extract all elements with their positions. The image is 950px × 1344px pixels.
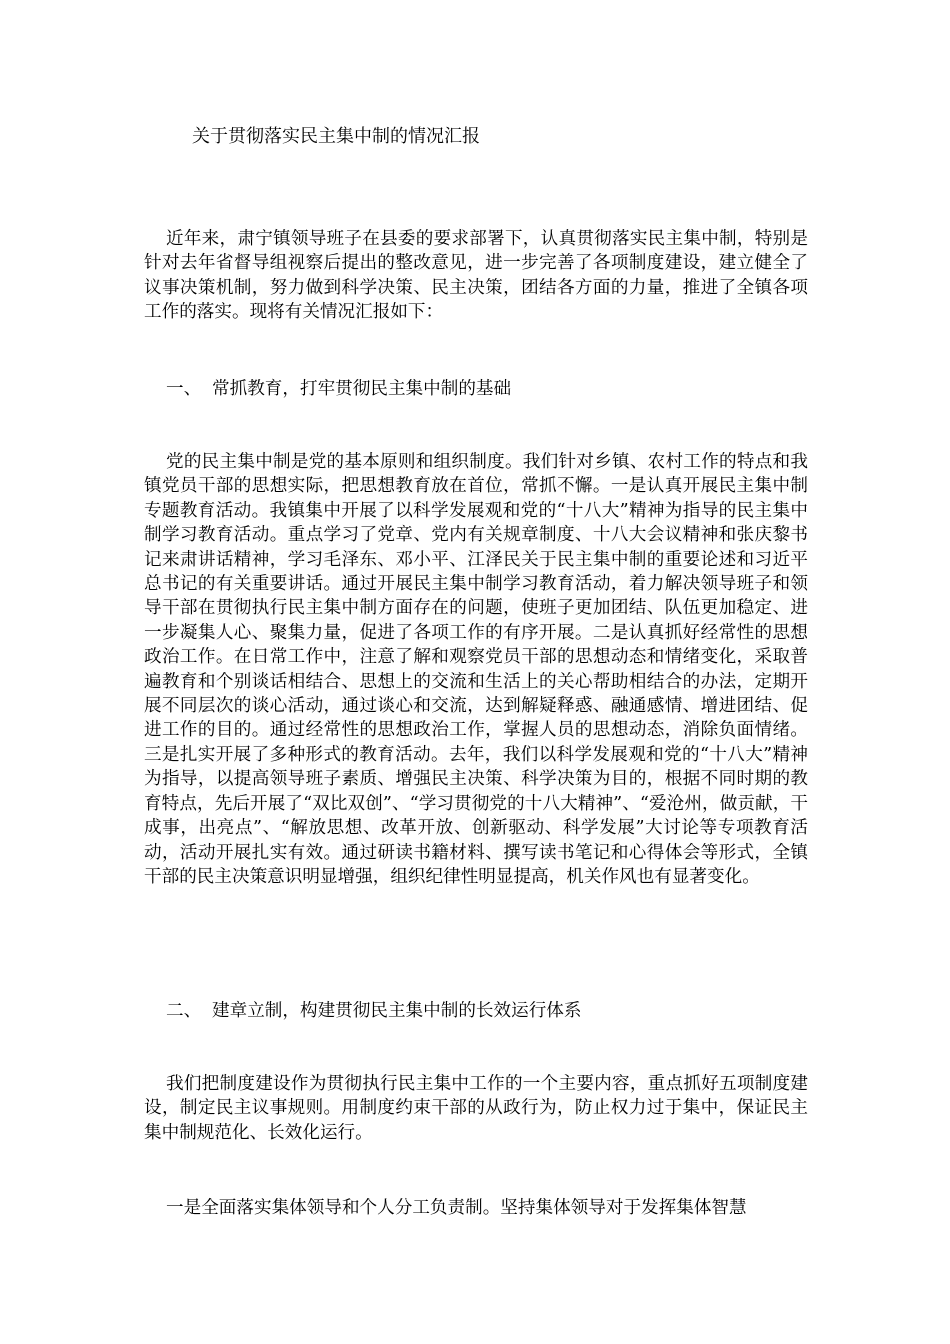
section-1-title: 常抓教育，打牢贯彻民主集中制的基础 [212,379,512,399]
section-2-title: 建章立制，构建贯彻民主集中制的长效运行体系 [212,1001,582,1021]
document-title: 关于贯彻落实民主集中制的情况汇报 [192,126,480,147]
section-2-item-1: 一是全面落实集体领导和个人分工负责制。坚持集体领导对于发挥集体智慧 [166,1198,747,1218]
section-2-heading [166,998,581,1024]
intro-paragraph: 近年来，肃宁镇领导班子在县委的要求部署下，认真贯彻落实民主集中制，特别是针对去年省督导组视察后提出的整改意见，进一步完善了各项制度建设，建立健全了议事决策机制，努力做到科学决策、民主决策，团结各方面的力量，推进了全镇各项工作的落实。现将有关情况汇报如下： [144,229,808,323]
section-2-body: 我们把制度建设作为贯彻执行民主集中工作的一个主要内容，重点抓好五项制度建设，制定民主议事规则。用制度约束干部的从政行为，防止权力过于集中，保证民主集中制规范化、长效化运行。 [144,1074,808,1143]
section-1-body: 党的民主集中制是党的基本原则和组织制度。我们针对乡镇、农村工作的特点和我镇党员干部的思想实际，把思想教育放在首位，常抓不懈。一是认真开展民主集中制专题教育活动。我镇集中开展了以科学发展观和党的“十八大”精神为指导的民主集中制学习教育活动。重点学习了党章、党内有关规章制度、十八大会议精神和张庆黎书记来肃讲话精神，学习毛泽东、邓小平、江泽民关于民主集中制的重要论述和习近平总书记的有关重要讲话。通过开展民主集中制学习教育活动，着力解决领导班子和领导干部在贯彻执行民主集中制方面存在的问题，使班子更加团结、队伍更加稳定、进一步凝集人心、聚集力量，促进了各项工作的有序开展。二是认真抓好经常性的思想政治工作。在日常工作中，注意了解和观察党员干部的思想动态和情绪变化，采取普遍教育和个别谈话相结合、思想上的交流和生活上的关心帮助相结合的办法，定期开展不同层次的谈心活动，通过谈心和交流，达到解疑释惑、融通感情、增进团结、促进工作的目的。通过经常性的思想政治工作，掌握人员的思想动态，消除负面情绪。三是扎实开展了多种形式的教育活动。去年，我们以科学发展观和党的“十八大”精神为指导，以提高领导班子素质、增强民主决策、科学决策为目的，根据不同时期的教育特点，先后开展了“双比双创”、“学习贯彻党的十八大精神”、“爱沧州，做贡献，干成事，出亮点”、“解放思想、改革开放、创新驱动、科学发展”大讨论等专项教育活动，活动开展扎实有效。通过研读书籍材料、撰写读书笔记和心得体会等形式，全镇干部的民主决策意识明显增强，组织纪律性明显提高，机关作风也有显著变化。 [144,452,808,887]
section-1-number: 一、 [166,379,202,399]
section-2-number: 二、 [166,1001,202,1021]
section-1-heading [166,376,511,402]
